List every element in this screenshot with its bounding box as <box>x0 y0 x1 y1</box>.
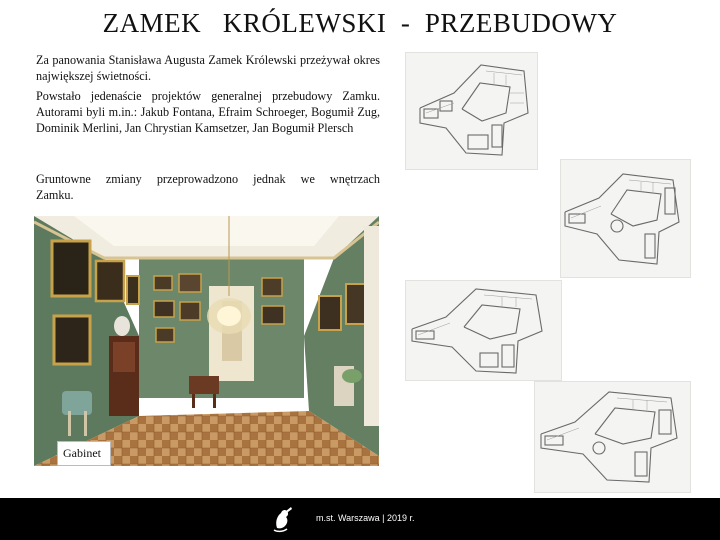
paragraph-interiors-line2: Zamku. <box>36 188 74 202</box>
paragraph-interiors <box>36 171 380 203</box>
slide-title: ZAMEK KRÓLEWSKI - PRZEBUDOWY <box>102 8 618 38</box>
paragraph-projects: Powstało jedenaście projektów generalnej przebudowy Zamku. Autorami byli m.in.: Jakub Fontana, Efraim Schroeger, Bogumił Zug, Dominik Merlini, Jan Chrystian Kamsetzer, Jan Bogumił Plersch <box>36 89 380 135</box>
floor-plan-2 <box>560 159 691 278</box>
footer-bar <box>0 498 720 540</box>
warsaw-mermaid-icon <box>268 504 298 534</box>
floor-plan-4 <box>534 381 691 493</box>
floor-plan-1 <box>405 52 538 170</box>
photo-caption: Gabinet <box>57 441 111 466</box>
gabinet-photo <box>34 216 379 466</box>
floor-plan-3 <box>405 280 562 381</box>
paragraph-intro: Za panowania Stanisława Augusta Zamek Królewski przeżywał okres największej świetności. <box>36 53 380 83</box>
footer-text: m.st. Warszawa | 2019 r. <box>316 513 415 523</box>
paragraph-interiors-line1: Gruntowne zmiany przeprowadzono jednak we wnętrzach <box>36 172 380 186</box>
